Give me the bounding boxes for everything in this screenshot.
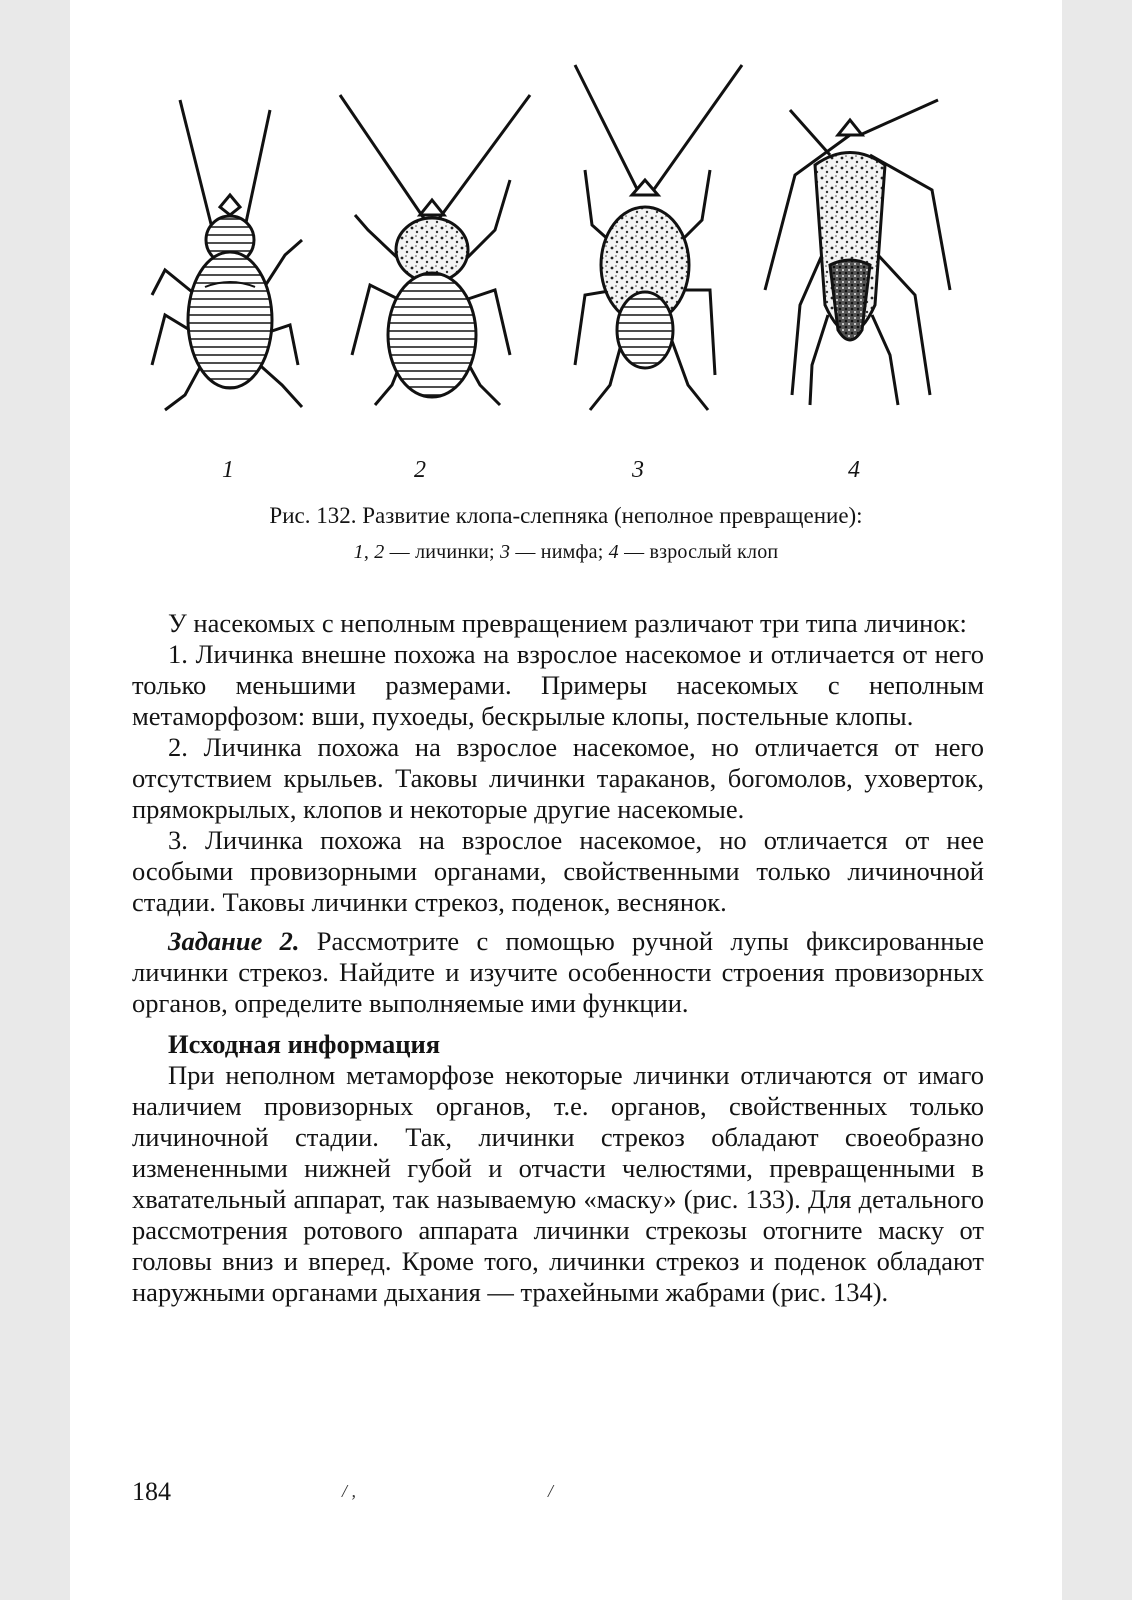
larva-1-drawing [152, 100, 302, 410]
larva-type-2: 2. Личинка похожа на взрослое насекомое, но отличается от него отсутствием крыльев. Таковы личинки тараканов, богомолов, уховерток, прямокрылых, клопов и некоторые другие насекомые. [132, 732, 984, 824]
adult-4-drawing [765, 100, 950, 405]
stray-mark-1: / , [342, 1481, 357, 1501]
intro-paragraph: У насекомых с неполным превращением различают три типа личинок: [168, 608, 967, 638]
legend-num-4: 4 [608, 541, 619, 563]
larva-2-drawing [340, 95, 530, 405]
legend-num-1: 1 [353, 541, 364, 563]
figure-label-2: 2 [414, 457, 426, 483]
larva-type-3: 3. Личинка похожа на взрослое насекомое, но отличается от нее особыми провизорными органами, свойственными только личиночной стадии. Таковы личинки стрекоз, поденок, веснянок. [132, 825, 984, 917]
legend-num-3: 3 [500, 541, 511, 563]
larva-type-1: 1. Личинка внешне похожа на взрослое насекомое и отличается от него только меньшими размерами. Примеры насекомых с неполным метаморфозом: вши, пухоеды, бескрылые клопы, постельные клопы. [132, 639, 984, 731]
book-page [70, 0, 1062, 1600]
figure-caption-title: Рис. 132. Развитие клопа-слепняка (неполное превращение): [269, 503, 863, 528]
legend-num-2: 2 [374, 541, 385, 563]
task-paragraph [132, 926, 984, 1019]
nymph-3-drawing [575, 65, 742, 410]
figure-label-4: 4 [848, 457, 860, 483]
legend-text-4: — взрослый клоп [618, 541, 779, 563]
task-text: Рассмотрите с помощью ручной лупы фиксированные личинки стрекоз. Найдите и изучите особенности строения провизорных органов, определите выполняемые ими функции. [132, 926, 985, 1018]
figure-label-3: 3 [632, 457, 644, 483]
body-text [132, 608, 984, 1308]
bug-illustration [70, 55, 1062, 425]
legend-text-2: — личинки; [384, 541, 500, 563]
task-label: Задание 2. [168, 926, 300, 956]
section-heading: Исходная информация [168, 1029, 441, 1059]
info-paragraph: При неполном метаморфозе некоторые личинки отличаются от имаго наличием провизорных органов, т.е. органов, свойственных только личиночной стадии. Так, личинки стрекоз обладают своеобразно измененными нижней губой и отчасти челюстями, превращенными в хватательный аппарат, так называемую «маску» (рис. 133). Для детального рассмотрения ротового аппарата личинки стрекозы отогните маску от головы вниз и вперед. Кроме того, личинки стрекоз и поденок обладают наружными органами дыхания — трахейными жабрами (рис. 134). [132, 1060, 984, 1307]
figure-caption-legend [70, 541, 1062, 564]
bug-development-figure [70, 55, 1062, 425]
legend-text-3: — нимфа; [510, 541, 609, 563]
legend-text-1: , [363, 541, 375, 563]
stray-mark-2: / [548, 1481, 554, 1501]
figure-label-1: 1 [222, 457, 234, 483]
page-number: 184 [132, 1477, 171, 1506]
